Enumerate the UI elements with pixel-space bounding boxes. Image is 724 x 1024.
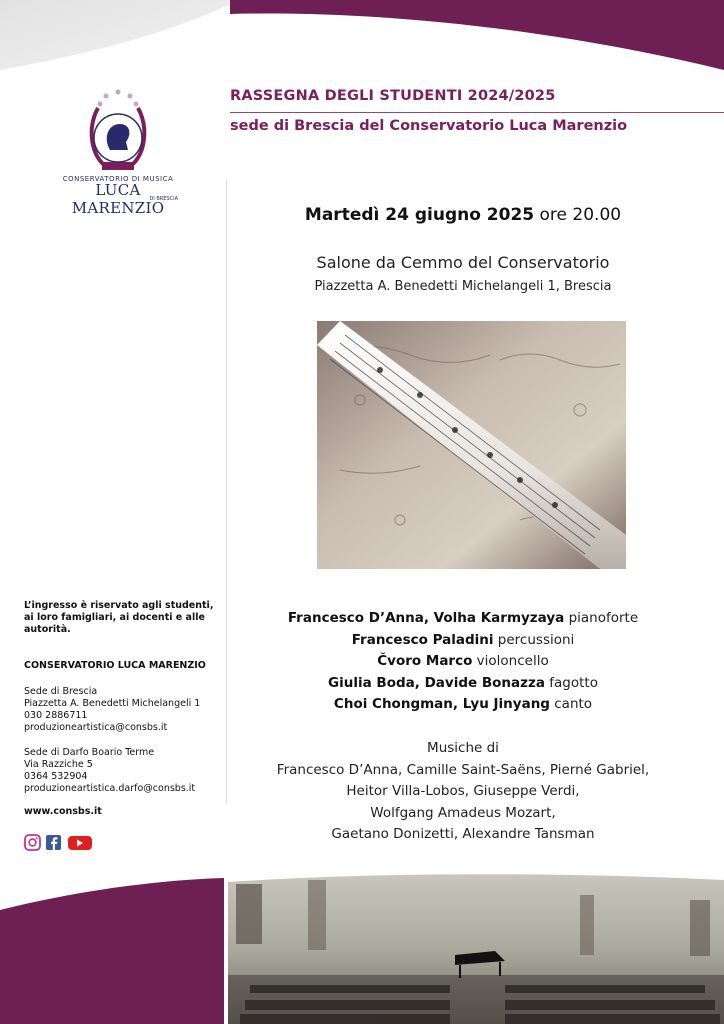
series-title: RASSEGNA DEGLI STUDENTI 2024/2025 <box>230 88 556 104</box>
performer-line <box>228 608 698 630</box>
conservatory-name: CONSERVATORIO LUCA MARENZIO <box>24 660 206 671</box>
header-divider <box>230 112 724 113</box>
logo-line-2: LUCA MARENZIO <box>71 181 165 217</box>
website-link[interactable]: www.consbs.it <box>24 806 102 817</box>
composers-line: Francesco D’Anna, Camille Saint-Saëns, Pierné Gabriel, <box>276 761 650 778</box>
performers-list <box>228 608 698 716</box>
logo-line-1: CONSERVATORIO DI MUSICA <box>62 175 174 183</box>
sheet-music-image <box>317 321 626 569</box>
facebook-icon[interactable] <box>46 835 61 850</box>
composers-list <box>228 738 698 846</box>
composers-line: Heitor Villa-Lobos, Giuseppe Verdi, <box>346 783 580 799</box>
sede-address: Via Razziche 5 <box>24 759 93 770</box>
performer-names: Čvoro Marco <box>377 653 473 669</box>
event-date-bold: Martedì 24 giugno 2025 <box>304 205 535 225</box>
sede-label: Sede di Darfo Boario Terme <box>24 747 155 758</box>
instagram-icon[interactable] <box>25 835 40 850</box>
performer-instrument: percussioni <box>493 631 575 648</box>
composers-heading: Musiche di <box>427 740 499 756</box>
performer-names: Giulia Boda, Davide Bonazza <box>328 674 545 691</box>
performer-line <box>228 673 698 695</box>
event-date <box>228 205 698 225</box>
performer-instrument: pianoforte <box>564 610 639 626</box>
sede-label: Sede di Brescia <box>24 686 98 697</box>
performer-instrument: canto <box>549 696 593 712</box>
column-divider <box>226 178 227 803</box>
sede-email[interactable]: produzioneartistica@consbs.it <box>24 722 168 733</box>
composers-line: Gaetano Donizetti, Alexandre Tansman <box>331 826 595 842</box>
entry-notice: L’ingresso è riservato agli studenti, ai loro famigliari, ai docenti e alle autorità. <box>24 600 214 635</box>
youtube-icon[interactable] <box>68 836 92 850</box>
performer-instrument: violoncello <box>472 653 549 669</box>
logo-line-3: DI BRESCIA <box>149 196 178 202</box>
series-subtitle: sede di Brescia del Conservatorio Luca Marenzio <box>230 118 628 134</box>
top-gray-swoosh <box>0 0 240 70</box>
sede-phone: 030 2886711 <box>24 710 88 721</box>
event-address: Piazzetta A. Benedetti Michelangeli 1, Brescia <box>314 279 612 294</box>
social-icons <box>24 834 94 852</box>
sede-phone: 0364 532904 <box>24 771 88 782</box>
bottom-left-purple-swoosh <box>0 878 224 1024</box>
sede-brescia <box>24 686 220 734</box>
performer-line <box>228 694 698 716</box>
event-time: ore 20.00 <box>534 205 622 225</box>
concert-hall-photo <box>228 874 724 1024</box>
composers-line: Wolfgang Amadeus Mozart, <box>370 804 556 821</box>
sede-email[interactable]: produzioneartistica.darfo@consbs.it <box>24 783 196 794</box>
performer-line <box>228 630 698 652</box>
performer-line <box>228 651 698 673</box>
performer-names: Choi Chongman, Lyu Jinyang <box>333 696 550 712</box>
sede-darfo <box>24 747 220 795</box>
event-venue: Salone da Cemmo del Conservatorio <box>316 253 610 272</box>
top-purple-swoosh <box>230 0 724 70</box>
sede-address: Piazzetta A. Benedetti Michelangeli 1 <box>24 698 201 709</box>
performer-instrument: fagotto <box>544 674 598 691</box>
performer-names: Francesco D’Anna, Volha Karmyzaya <box>287 610 565 626</box>
performer-names: Francesco Paladini <box>351 631 494 648</box>
